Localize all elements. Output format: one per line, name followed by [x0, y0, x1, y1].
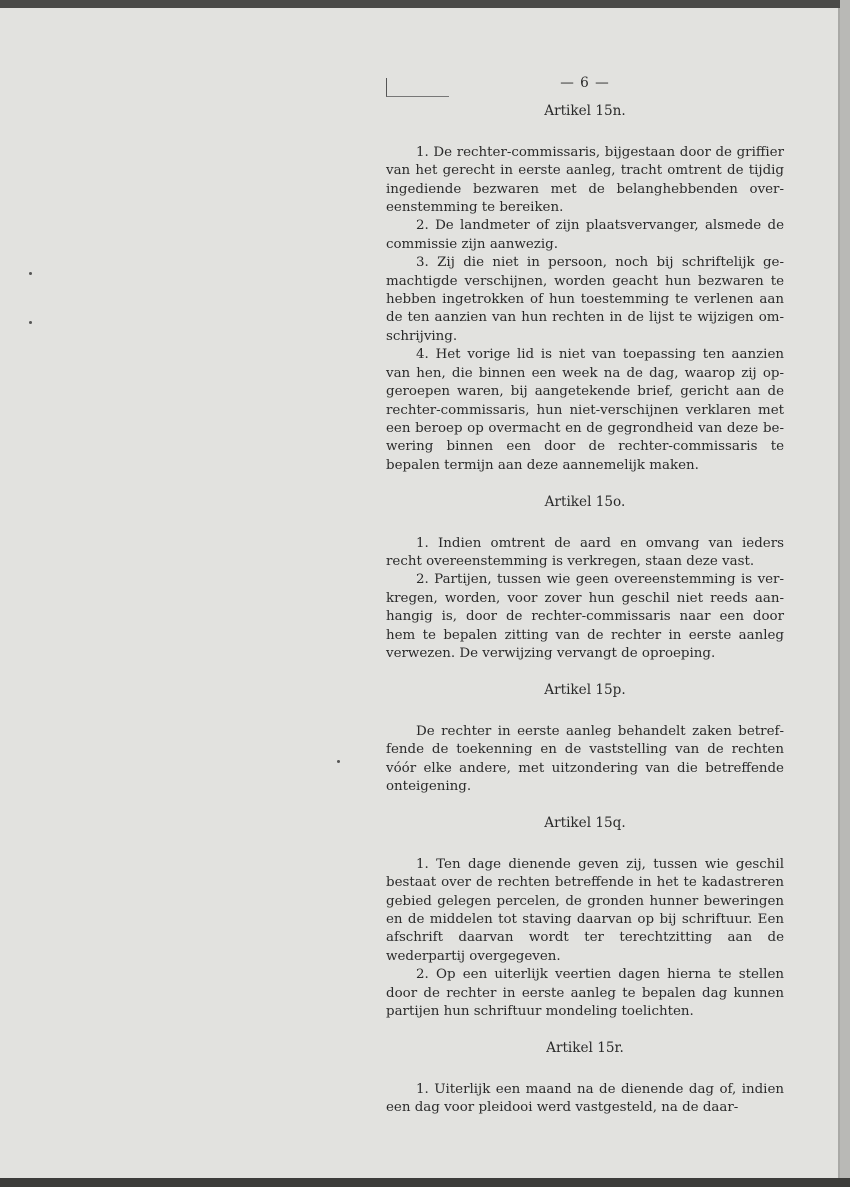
page-number: — 6 — — [560, 75, 610, 91]
paragraph: 1. De rechter-commissaris, bijgestaan door de griffier van het gerecht in eerste aanleg, tracht omtrent de tijdig ingediende bezwaren met de belanghebbenden overeenstemming te bereiken. — [386, 144, 784, 216]
paper-speck — [337, 760, 340, 763]
article-heading: Artikel 15o. — [544, 494, 626, 511]
paragraph: 4. Het vorige lid is niet van toepassing ten aanzien van hen, die binnen een week na de dag, waarop zij opgeroepen waren, bij aangetekende brief, gericht aan de rechter-commissaris, hun niet-verschijnen verklaren met een beroep op overmacht en de gegrondheid van deze bewering binnen een door de rechter-commissaris te bepalen termijn aan deze aannemelijk maken. — [386, 347, 784, 473]
article-15p — [386, 681, 784, 796]
paragraph: 2. Op een uiterlijk veertien dagen hierna te stellen door de rechter in eerste aanleg te bepalen dag kunnen partijen hun schriftuur mondeling toelichten. — [386, 967, 784, 1020]
scan-right-edge — [840, 0, 850, 1187]
paragraph: 1. Uiterlijk een maand na de dienende dag of, indien een dag voor pleidooi werd vastgesteld, na de daar- — [386, 1081, 784, 1116]
scan-top-edge — [0, 0, 850, 8]
paragraph: 3. Zij die niet in persoon, noch bij schriftelijk gemachtigde verschijnen, worden geacht hun bezwaren te hebben ingetrokken of hun toestemming te verlenen aan de ten aanzien van hun rechten in de lijst te wijzigen omschrijving. — [386, 255, 784, 344]
article-15r — [386, 1039, 784, 1117]
paragraph: 2. De landmeter of zijn plaatsvervanger, alsmede de commissie zijn aanwezig. — [386, 218, 784, 252]
article-heading: Artikel 15r. — [546, 1040, 624, 1057]
paragraph: 1. Ten dage dienende geven zij, tussen wie geschil bestaat over de rechten betreffende in het te kadastreren gebied gelegen percelen, de gronden hunner beweringen en de middelen tot staving daarvan op bij schriftuur. Een afschrift daarvan wordt ter terechtzitting aan de wederpartij overgegeven. — [386, 856, 784, 964]
article-15n — [386, 102, 784, 475]
article-heading: Artikel 15q. — [544, 815, 626, 832]
scan-bottom-edge — [0, 1178, 850, 1187]
article-15q — [386, 814, 784, 1021]
paper-speck — [29, 272, 32, 275]
paragraph: 1. Indien omtrent de aard en omvang van ieders recht overeenstemming is verkregen, staan deze vast. — [386, 535, 784, 569]
paragraph: De rechter in eerste aanleg behandelt zaken betreffende de toekenning en de vaststelling van de rechten vóór elke andere, met uitzondering van die betreffende onteigening. — [386, 723, 784, 794]
article-heading: Artikel 15p. — [544, 682, 626, 699]
paragraph: 2. Partijen, tussen wie geen overeenstemming is verkregen, worden, voor zover hun geschil niet reeds aanhangig is, door de rechter-commissaris naar een door hem te bepalen zitting van de rechter in eerste aanleg verwezen. De verwijzing vervangt de oproeping. — [386, 572, 784, 661]
document-body — [386, 70, 784, 1136]
article-15o — [386, 493, 784, 663]
paper-speck — [29, 321, 32, 324]
article-heading: Artikel 15n. — [544, 103, 626, 120]
